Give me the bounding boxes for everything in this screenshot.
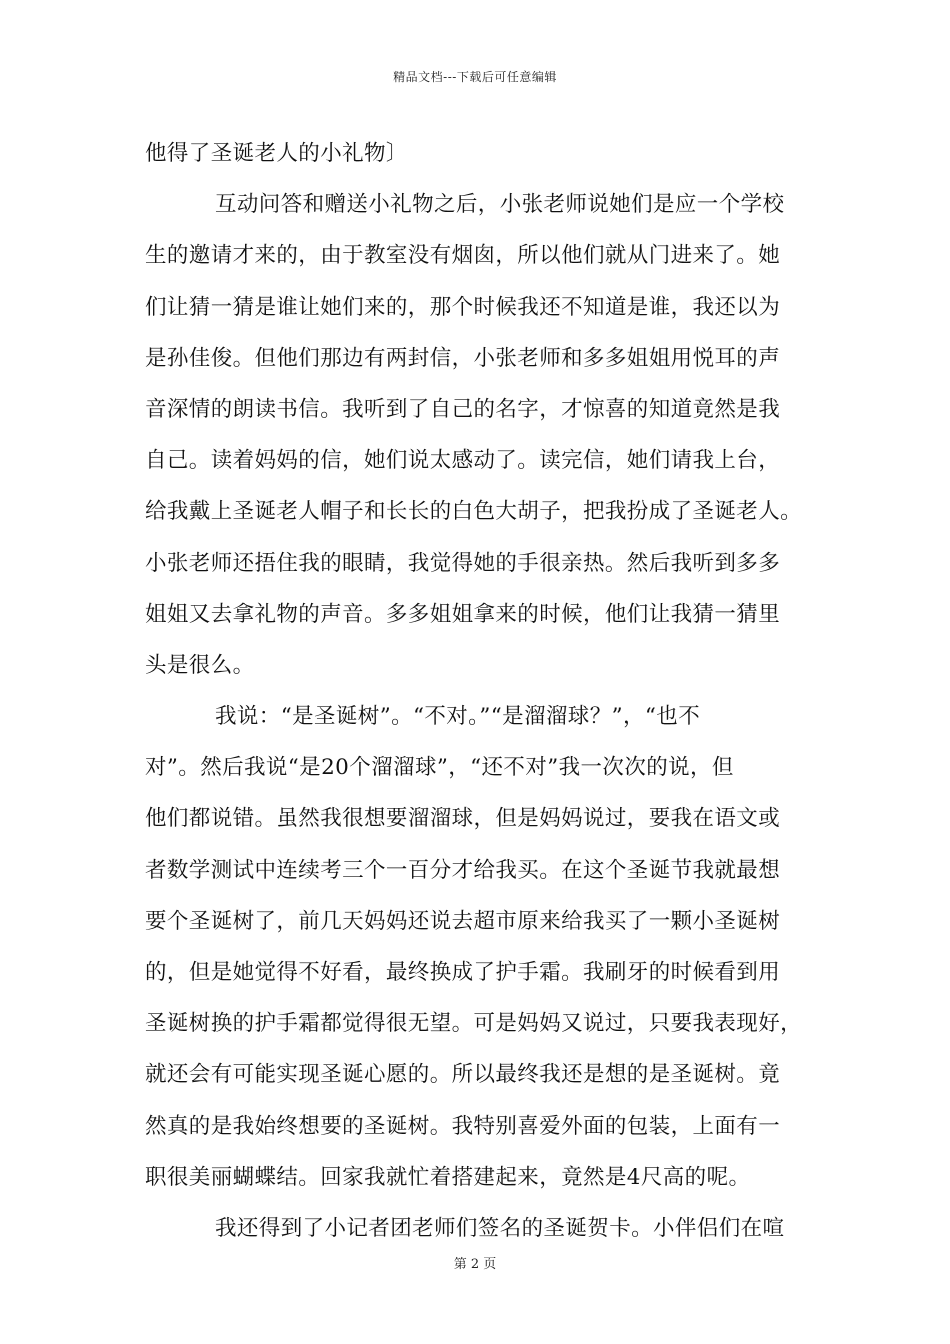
text-line: 对”。然后我说“是20个溜溜球”，“还不对”我一次次的说，但 (145, 755, 734, 781)
text-line: 圣诞树换的护手霜都觉得很无望。可是妈妈又说过，只要我表现好， (145, 1011, 803, 1037)
document-body (145, 128, 810, 1254)
text-line: 然真的是我始终想要的圣诞树。我特别喜爱外面的包装，上面有一 (145, 1113, 781, 1139)
text-line: 的，但是她觉得不好看，最终换成了护手霜。我刷牙的时候看到用 (145, 960, 781, 985)
text-line: 要个圣诞树了，前几天妈妈还说去超市原来给我买了一颗小圣诞树 (145, 908, 781, 934)
text-line: 小张老师还捂住我的眼睛，我觉得她的手很亲热。然后我听到多多 (145, 550, 781, 576)
text-line: 音深情的朗读书信。我听到了自己的名字，才惊喜的知道竟然是我 (145, 396, 781, 422)
text-line: 生的邀请才来的，由于教室没有烟囱，所以他们就从门进来了。她 (145, 243, 781, 269)
text-line: 们让猜一猜是谁让她们来的，那个时候我还不知道是谁，我还以为 (145, 294, 781, 320)
text-line: 头是很么。 (145, 652, 255, 678)
text-line: 给我戴上圣诞老人帽子和长长的白色大胡子，把我扮成了圣诞老人。 (145, 499, 803, 525)
text-line: 职很美丽蝴蝶结。回家我就忙着搭建起来，竟然是4尺高的呢。 (145, 1164, 751, 1190)
text-line: 他得了圣诞老人的小礼物〕 (145, 141, 408, 166)
text-line: 就还会有可能实现圣诞心愿的。所以最终我还是想的是圣诞树。竟 (145, 1062, 781, 1088)
text-line: 者数学测试中连续考三个一百分才给我买。在这个圣诞节我就最想 (145, 857, 781, 883)
page-number: 第 2 页 (453, 1257, 497, 1272)
text-line: 是孙佳俊。但他们那边有两封信，小张老师和多多姐姐用悦耳的声 (145, 345, 781, 371)
text-line: 我说：“是圣诞树”。“不对。”“是溜溜球？”，“也不 (215, 704, 701, 730)
text-line: 他们都说错。虽然我很想要溜溜球，但是妈妈说过，要我在语文或 (145, 806, 781, 832)
text-line: 我还得到了小记者团老师们签名的圣诞贺卡。小伴侣们在喧 (215, 1215, 785, 1241)
text-line: 互动问答和赠送小礼物之后，小张老师说她们是应一个学校 (215, 192, 785, 218)
text-line: 姐姐又去拿礼物的声音。多多姐姐拿来的时候，他们让我猜一猜里 (145, 601, 781, 627)
text-line: 自己。读着妈妈的信，她们说太感动了。读完信，她们请我上台， (145, 448, 781, 474)
page-header: 精品文档---下载后可任意编辑 (393, 70, 557, 84)
